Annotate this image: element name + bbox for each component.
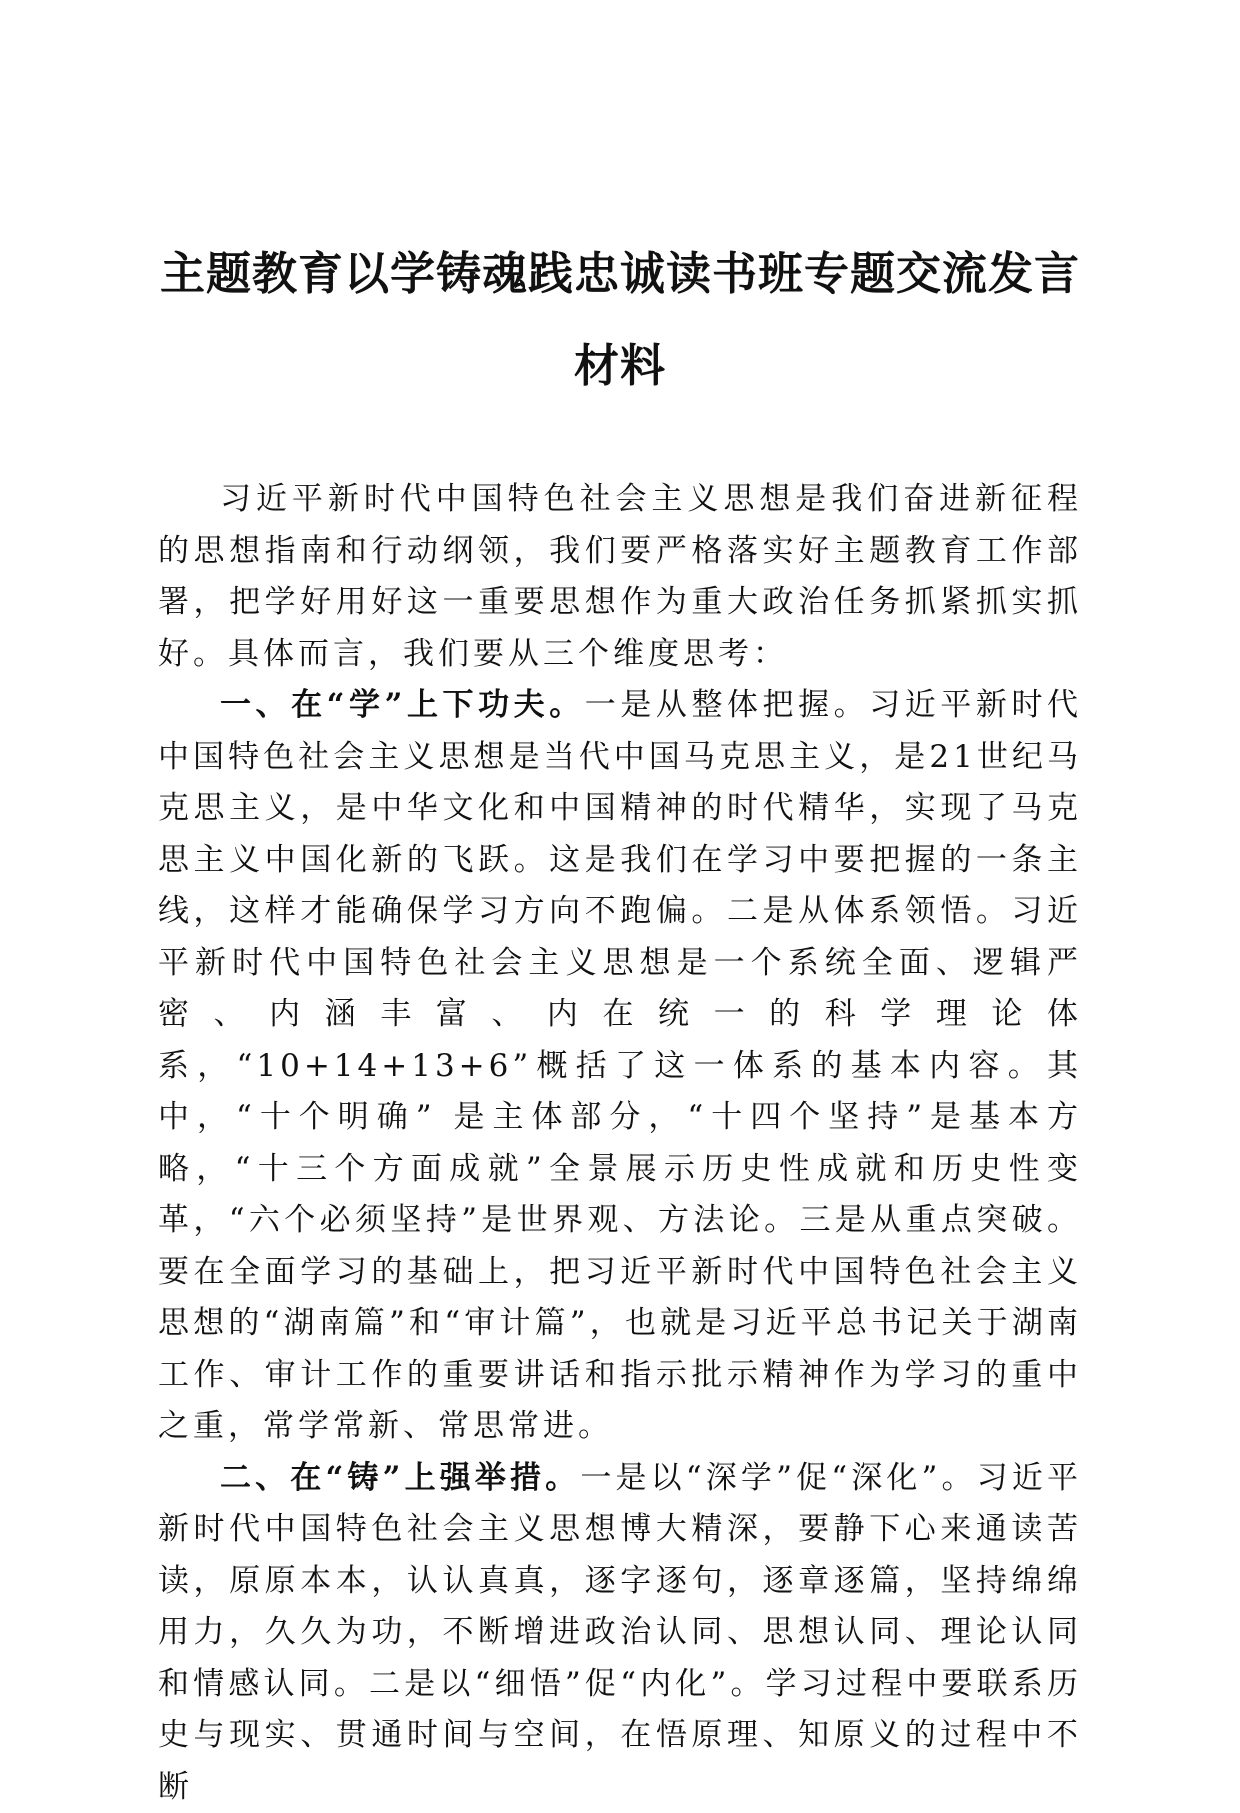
document-body bbox=[158, 474, 1082, 1813]
section-text-2: 一是以“深学”促“深化”。习近平新时代中国特色社会主义思想博大精深，要静下心来通读苦读，原原本本，认认真真，逐字逐句，逐章逐篇，坚持绵绵用力，久久为功，不断增进政治认同、思想认同、理论认同和情感认同。二是以“细悟”促“内化”。学习过程中要联系历史与现实、贯通时间与空间，在悟原理、知原义的过程中不断 bbox=[158, 1460, 1082, 1805]
section-text-1: 一是从整体把握。习近平新时代中国特色社会主义思想是当代中国马克思主义，是21世纪马克思主义，是中华文化和中国精神的时代精华，实现了马克思主义中国化新的飞跃。这是我们在学习中要把握的一条主线，这样才能确保学习方向不跑偏。二是从体系领悟。习近平新时代中国特色社会主义思想是一个系统全面、逻辑严密、内涵丰富、内在统一的科学理论体系，“10+14+13+6”概括了这一体系的基本内容。其中，“十个明确” 是主体部分，“十四个坚持”是基本方略，“十三个方面成就”全景展示历史性成就和历史性变革，“六个必须坚持”是世界观、方法论。三是从重点突破。要在全面学习的基础上，把习近平新时代中国特色社会主义思想的“湖南篇”和“审计篇”，也就是习近平总书记关于湖南工作、审计工作的重要讲话和指示批示精神作为学习的重中之重，常学常新、常思常进。 bbox=[158, 687, 1082, 1444]
section-paragraph-2 bbox=[158, 1453, 1082, 1813]
intro-paragraph: 习近平新时代中国特色社会主义思想是我们奋进新征程的思想指南和行动纲领，我们要严格落实好主题教育工作部署，把学好用好这一重要思想作为重大政治任务抓紧抓实抓好。具体而言，我们要从三个维度思考： bbox=[158, 474, 1082, 680]
document-title: 主题教育以学铸魂践忠诚读书班专题交流发言材料 bbox=[150, 228, 1090, 412]
section-heading-2: 二、在“铸”上强举措。 bbox=[220, 1460, 580, 1496]
section-heading-1: 一、在“学”上下功夫。 bbox=[220, 687, 585, 723]
section-paragraph-1 bbox=[158, 680, 1082, 1453]
